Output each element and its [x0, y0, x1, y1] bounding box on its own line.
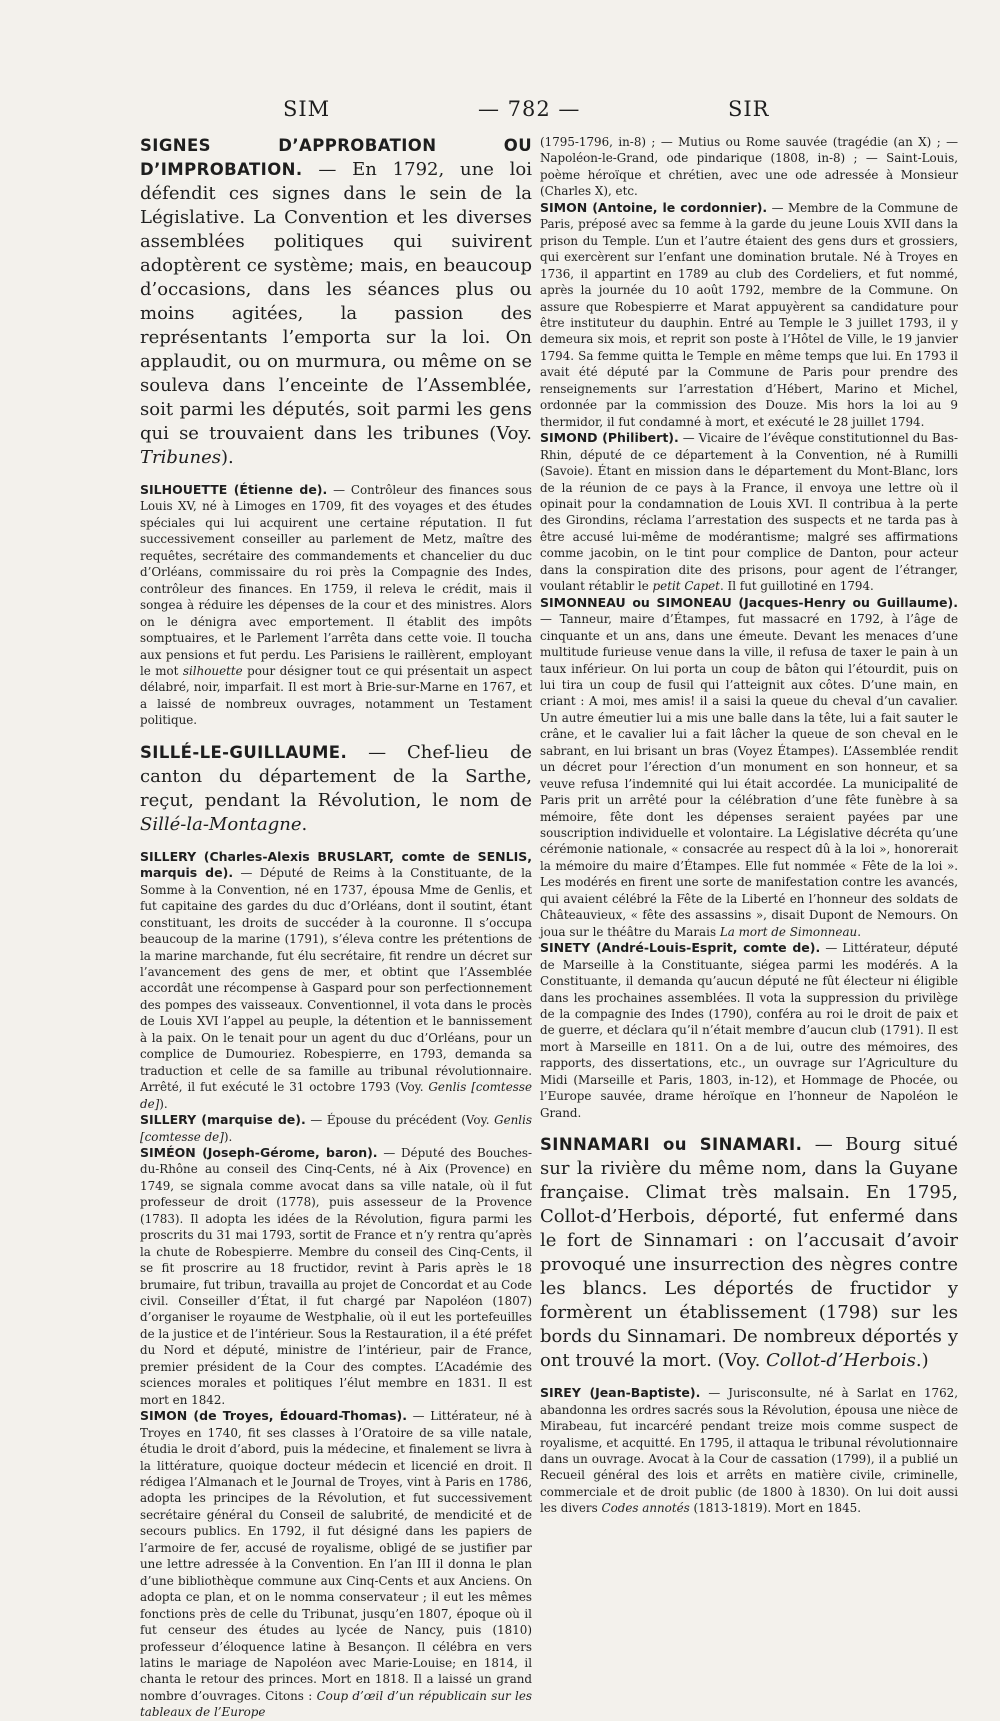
entry-headword: SILLERY (Charles-Alexis BRUSLART, comte de SENLIS, marquis de). [140, 848, 532, 881]
entry-headword: SIMOND (Philibert). [540, 430, 679, 446]
entry-text-tail: . [301, 813, 308, 835]
entry-text-tail: ). [220, 447, 234, 468]
entry-headword: SIGNES D’APPROBATION OU D’IMPROBATION. [140, 136, 532, 179]
dictionary-entry [140, 849, 532, 1112]
left-column [140, 134, 533, 1720]
entry-italic-reference: La mort de Simonneau [719, 924, 858, 939]
running-head-left: SIM [283, 97, 331, 121]
entry-text: — Bourg situé sur la rivière du même nom, dans la Guyane française. Climat très malsain. En 1795, Collot-d’Herbois, déporté, fut enfermé dans le fort de Sinnamari : on l’accusait d’avoir provoqué une insurrection des nègres contre les blancs. Les déportés de fructidor y formèrent un établissement (1798) sur les bords du Sinnamari. De nombreux déportés y ont trouvé la mort. (Voy. [540, 1134, 959, 1372]
dictionary-entry [140, 1408, 532, 1721]
entry-text: — Vicaire de l’évêque constitutionnel du Bas-Rhin, député de ce département à la Convention, né à Rumilli (Savoie). Étant en mission dans le département du Mont-Blanc, lors de la réunion de ce pays à la France, il envoya une lettre où il opinait pour la condamnation de Louis XVI. Il contribua à la perte des Girondins, réclama l’arrestation des suspects et ne tarda pas à être accusé lui-même de modérantisme; malgré ses affirmations comme jacobin, on le tint pour complice de Danton, pour acteur dans la conspiration dite des prisons, pour agent de l’étranger, voulant rétablir le [540, 431, 958, 594]
dictionary-entry [540, 940, 958, 1121]
entry-headword: SINETY (André-Louis-Esprit, comte de). [540, 940, 821, 956]
entry-headword: SIMON (Antoine, le cordonnier). [540, 199, 768, 215]
dictionary-entry [540, 595, 958, 941]
dictionary-entry [540, 200, 958, 430]
entry-text: — Jurisconsulte, né à Sarlat en 1762, abandonna les ordres sacrés sous la Révolution, épousa une nièce de Mirabeau, fut incarcéré pendant treize mois comme suspect de royalisme, et acquitté. En 1795, il attaqua le tribunal révolutionnaire dans un ouvrage. Avocat à la Cour de cassation (1799), il a publié un Recueil général des lois et arrêts en matière civile, criminelle, commerciale et de droit public (de 1800 à 1830). On lui doit aussi les divers [540, 1386, 958, 1516]
entry-text-tail: . Il fut guillotiné en 1794. [719, 579, 874, 594]
dictionary-entry [140, 1112, 532, 1145]
dictionary-entry [140, 134, 532, 470]
page-number: — 782 — [478, 97, 581, 121]
dictionary-entry [540, 134, 958, 200]
entry-italic-reference: Genlis [comtesse de] [140, 1113, 532, 1144]
running-head-right: SIR [728, 97, 770, 121]
entry-text: — Chef-lieu de canton du département de la Sarthe, reçut, pendant la Révolution, le nom de [140, 741, 532, 811]
entry-italic-reference: Tribunes [140, 447, 221, 468]
entry-text: — Tanneur, maire d’Étampes, fut massacré en 1792, à l’âge de cinquante et un ans, dans une émeute. Devant les menaces d’une multitude furieuse venue dans la ville, il refusa de taxer le pain à un taux inférieur. On lui porta un coup de bâton qui l’étourdit, puis on lui tira un coup de fusil qui l’atteignit aux côtes. D’une main, en criant : A moi, mes amis! il a saisi la queue du cheval d’un cavalier. Un autre émeutier lui a mis une balle dans la tête, lui a fait sauter le crâne, et le cavalier lui a fait lâcher la queue de son cheval en le sabrant, en lui brisant un bras (Voyez Étampes). L’Assemblée rendit un décret pour l’érection d’un monument en son honneur, et sa veuve refusa l’indemnité qui lui était accordée. La municipalité de Paris prit un arrêté pour la célébration d’une fête funèbre à sa mémoire, fête dont les dépenses seraient payées par une souscription individuelle et volontaire. La Législative décréta qu’une cérémonie nationale, « consacrée au respect dû à la loi », honorerait la mémoire du maire d’Étampes. Elle fut nommée « Fête de la loi ». Les modérés en firent une sorte de manifestation contre les avancés, qui avaient célébré la Fête de la Liberté en l’honneur des soldats de Châteauvieux, « fête des assassins », disait Dupont de Nemours. On joua sur le théâtre du Marais [540, 612, 958, 939]
entry-italic-reference: Sillé-la-Montagne [140, 813, 302, 835]
entry-text-tail: . [857, 924, 861, 939]
entry-text-tail: .) [915, 1350, 929, 1372]
dictionary-entry [140, 1145, 532, 1408]
entry-text: — Membre de la Commune de Paris, préposé avec sa femme à la garde du jeune Louis XVII dans la prison du Temple. L’un et l’autre étaient des gens durs et grossiers, qui exercèrent sur l’enfant une domination brutale. Né à Troyes en 1736, il appartint en 1789 au club des Cordeliers, et fut nommé, après la journée du 10 août 1792, membre de la Commune. On assure que Robespierre et Marat appuyèrent sa candidature pour être instituteur du dauphin. Entré au Temple le 3 juillet 1793, il y demeura six mois, et reprit son poste à l’Hôtel de Ville, le 19 janvier 1794. Sa femme quitta le Temple en même temps que lui. En 1793 il avait été député par la Commune de Paris pour prendre des renseignements sur l’arrestation d’Hébert, Marino et Michel, ordonnée par la commission des Douze. Mis hors la loi au 9 thermidor, il fut condamné à mort, et exécuté le 28 juillet 1794. [540, 200, 958, 429]
entry-headword: SIMÉON (Joseph-Gérome, baron). [140, 1144, 378, 1160]
entry-headword: SILLÉ-LE-GUILLAUME. [140, 742, 348, 762]
dictionary-entry [540, 1385, 958, 1517]
entry-italic-reference: Genlis [comtesse de] [140, 1080, 532, 1111]
entry-italic-reference: Coup d’œil d’un républicain sur les tableaux de l’Europe [140, 1688, 532, 1720]
entry-text: — En 1792, une loi défendit ces signes dans le sein de la Législative. La Convention et les diverses assemblées politiques qui suivirent adoptèrent ce système; mais, en beaucoup d’occasions, dans les séances plus ou moins agitées, la passion des représentants l’emporta sur la loi. On applaudit, ou on murmura, ou même on se souleva dans l’enceinte de l’Assemblée, soit parmi les députés, soit parmi les gens qui se trouvaient dans les tribunes (Voy. [140, 159, 532, 444]
entry-text: — Contrôleur des finances sous Louis XV, né à Limoges en 1709, fit des voyages et des études spéciales qui lui acquirent une certaine réputation. Il fut successivement conseiller au parlement de Metz, maître des requêtes, secrétaire des commandements et chancelier du duc d’Orléans, commissaire du roi près la Compagnie des Indes, contrôleur des finances. En 1759, il releva le crédit, mais il songea à réduire les dépenses de la cour et des ministres. Alors on le dénigra avec emportement. Il établit des impôts somptuaires, et le Parlement l’arrêta dans cette voie. Il toucha aux pensions et fut perdu. Les Parisiens le raillèrent, employant le mot [140, 483, 532, 678]
entry-text-tail: (1813-1819). Mort en 1845. [689, 1501, 861, 1516]
dictionary-entry [140, 482, 532, 729]
entry-text: — Littérateur, né à Troyes en 1740, fit ses classes à l’Oratoire de sa ville natale, étudia le droit d’abord, puis la médecine, et finalement se livra à la littérature, quoique docteur médecin et licencié en droit. Il rédigea l’Almanach et le Journal de Troyes, vint à Paris en 1786, adopta les principes de la Révolution, et fut successivement secrétaire général du Conseil de salubrité, de mendicité et de secours publics. En 1792, il fut désigné dans les papiers de l’armoire de fer, accusé de royalisme, obligé de se justifier par une lettre adressée à la Convention. En l’an III il donna le plan d’une bibliothèque commune aux Cinq-Cents et aux Anciens. On adopta ce plan, et on le nomma conservateur ; il eut les mêmes fonctions près de celle du Tribunat, jusqu’en 1807, époque où il fut censeur des études au lycée de Nancy, puis (1810) professeur d’éloquence latine à Besançon. Il célébra en vers latins le mariage de Napoléon avec Marie-Louise; en 1814, il chanta le retour des princes. Mort en 1818. Il a laissé un grand nombre d’ouvrages. Citons : [140, 1409, 532, 1703]
dictionary-entry [540, 430, 958, 595]
entry-headword: SIREY (Jean-Baptiste). [540, 1385, 701, 1401]
entry-text-tail: ). [223, 1129, 233, 1144]
entry-text-tail: pour désigner tout ce qui présentait un aspect délabré, noir, imparfait. Il est mort à Brie-sur-Marne en 1767, et a laissé de nombreux ouvrages, notamment un Testament politique. [140, 663, 532, 728]
entry-text: — Député de Reims à la Constituante, de la Somme à la Convention, né en 1737, épousa Mme de Genlis, et fut capitaine des gardes du duc d’Orléans, dont il soutint, étant constituant, les droits de succéder à la couronne. Il s’occupa beaucoup de la marine (1791), s’éleva contre les prétentions de la marine marchande, fut élu secrétaire, fit rendre un décret sur l’avancement des gens de mer, et obtint que l’Assemblée accordât une récompense à Gaspard pour son perfectionnement des pompes des vaisseaux. Conventionnel, il vota dans le procès de Louis XVI l’appel au peuple, la détention et le bannissement à la paix. On le tenait pour un agent du duc d’Orléans, pour un complice de Dumouriez. Robespierre, en 1793, demanda sa traduction et celle de sa famille au tribunal révolutionnaire. Arrêté, il fut exécuté le 31 octobre 1793 (Voy. [140, 866, 533, 1095]
entry-text: (1795-1796, in-8) ; — Mutius ou Rome sauvée (tragédie (an X) ; — Napoléon-le-Grand, ode pindarique (1808, in-8) ; — Saint-Louis, poème héroïque et chrétien, avec une ode adressée à Monsieur (Charles X), etc. [540, 135, 958, 199]
dictionary-entry [540, 1133, 958, 1373]
entry-italic-reference: silhouette [182, 663, 243, 678]
entry-italic-reference: Codes annotés [601, 1501, 690, 1516]
right-column [540, 134, 959, 1516]
entry-italic-reference: Collot-d’Herbois [766, 1350, 916, 1372]
entry-headword: SIMONNEAU ou SIMONEAU (Jacques-Henry ou Guillaume). [540, 594, 958, 610]
entry-text: — Député des Bouches-du-Rhône au conseil des Cinq-Cents, né à Aix (Provence) en 1749, se signala comme avocat dans sa ville natale, où il fut professeur de droit (1778), puis assesseur de la Provence (1783). Il adopta les idées de la Révolution, figura parmi les proscrits du 31 mai 1793, sortit de France et n’y rentra qu’après la chute de Robespierre. Membre du conseil des Cinq-Cents, il se fit proscrire au 18 fructidor, revint à Paris après le 18 brumaire, fut tribun, travailla au projet de Concordat et au Code civil. Conseiller d’État, il fut chargé par Napoléon (1807) d’organiser le royaume de Westphalie, où il eut les portefeuilles de la justice et de l’intérieur. Sous la Restauration, il a été préfet du Nord et député, ministre de l’intérieur, pair de France, premier président de la Cour des comptes. L’Académie des sciences morales et politiques l’élut membre en 1831. Il est mort en 1842. [140, 1145, 532, 1407]
entry-headword: SIMON (de Troyes, Édouard-Thomas). [140, 1408, 407, 1424]
entry-headword: SILLERY (marquise de). [140, 1112, 306, 1128]
entry-text: — Littérateur, député de Marseille à la Constituante, siégea parmi les modérés. A la Constituante, il demanda qu’aucun député ne fût électeur ni éligible dans les prochaines assemblées. Il vota la suppression du privilège de la compagnie des Indes (1790), conféra au roi le droit de paix et de guerre, et déclara qu’il n’était membre d’aucun club (1791). Il est mort à Marseille en 1811. On a de lui, outre des mémoires, des rapports, des dissertations, etc., un ouvrage sur l’Agriculture du Midi (Marseille et Paris, 1803, in-12), et Hommage de Phocée, ou l’Europe sauvée, drame héroïque en l’honneur de Napoléon le Grand. [540, 941, 958, 1120]
entry-headword: SINNAMARI ou SINAMARI. [540, 1135, 803, 1155]
entry-text: — Épouse du précédent (Voy. [305, 1113, 495, 1128]
entry-italic-reference: petit Capet [652, 579, 720, 594]
dictionary-entry [140, 741, 532, 837]
entry-text-tail: ). [159, 1096, 168, 1111]
entry-headword: SILHOUETTE (Étienne de). [140, 482, 328, 497]
